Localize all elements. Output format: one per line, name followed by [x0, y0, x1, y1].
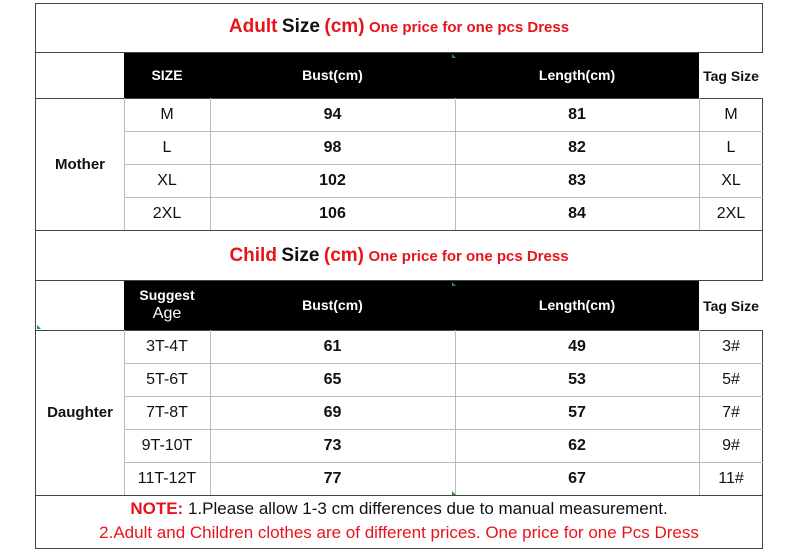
length-cell: 83	[568, 171, 586, 189]
length-cell: 81	[568, 105, 586, 123]
child-header-age	[124, 281, 210, 330]
grid-line	[124, 429, 763, 430]
size-cell: 2XL	[152, 204, 182, 222]
bust-cell: 77	[323, 469, 342, 487]
adult-header-row	[124, 53, 699, 98]
size-cell: L	[162, 138, 172, 156]
child-header-length: Length(cm)	[538, 296, 616, 313]
tag-cell: L	[726, 138, 736, 156]
age-cell: 3T-4T	[146, 337, 188, 355]
child-header-age-line1: Suggest	[139, 286, 195, 303]
divider	[35, 495, 763, 496]
adult-section-title	[35, 16, 763, 38]
grid-line	[699, 330, 700, 495]
age-cell: 5T-6T	[146, 370, 188, 388]
adult-header-length: Length(cm)	[538, 66, 616, 83]
adult-title-word: Adult	[228, 16, 278, 37]
tag-cell: 2XL	[716, 204, 746, 222]
grid-line	[210, 330, 211, 495]
table-row	[124, 131, 763, 164]
table-row	[124, 429, 763, 462]
note-line-1	[35, 499, 763, 519]
adult-header-size: SIZE	[151, 66, 183, 83]
tag-cell: 7#	[722, 403, 740, 421]
child-header-row	[124, 281, 699, 330]
child-header-age-line2: Age	[152, 305, 182, 323]
length-cell: 67	[568, 469, 586, 487]
child-title-cm: (cm)	[323, 245, 365, 266]
child-header-bust: Bust(cm)	[302, 296, 363, 313]
divider	[35, 230, 763, 231]
note-label: NOTE:	[130, 499, 184, 518]
grid-line	[124, 462, 763, 463]
grid-line	[124, 131, 763, 132]
size-cell: XL	[157, 171, 177, 189]
adult-group-label: Mother	[55, 155, 105, 173]
adult-header-tag: Tag Size	[699, 53, 763, 98]
bust-cell: 61	[323, 337, 342, 355]
corner-mark	[452, 54, 456, 58]
tag-cell: 9#	[722, 436, 740, 454]
tag-cell: M	[724, 105, 738, 123]
adult-header-bust: Bust(cm)	[302, 66, 363, 83]
table-row	[124, 330, 763, 363]
table-row	[124, 197, 763, 230]
adult-title-cm: (cm)	[324, 16, 365, 37]
bust-cell: 106	[319, 204, 346, 222]
note-text-2: 2.Adult and Children clothes are of different prices. One price for one Pcs Dress	[99, 523, 699, 542]
bust-cell: 65	[323, 370, 342, 388]
bust-cell: 73	[323, 436, 342, 454]
length-cell: 53	[568, 370, 586, 388]
table-row	[124, 164, 763, 197]
tag-cell: 3#	[722, 337, 740, 355]
corner-mark	[37, 325, 41, 329]
table-row	[124, 396, 763, 429]
table-row	[124, 462, 763, 495]
corner-mark	[452, 282, 456, 286]
note-line-2	[35, 523, 763, 543]
length-cell: 82	[568, 138, 586, 156]
age-cell: 11T-12T	[137, 469, 197, 487]
table-row	[124, 363, 763, 396]
length-cell: 62	[568, 436, 586, 454]
grid-line	[124, 363, 763, 364]
table-row	[124, 98, 763, 131]
tag-cell: XL	[721, 171, 741, 189]
age-cell: 7T-8T	[146, 403, 188, 421]
length-cell: 57	[568, 403, 586, 421]
grid-line	[124, 197, 763, 198]
child-title-word: Child	[229, 245, 277, 266]
child-header-tag: Tag Size	[699, 281, 763, 330]
age-cell: 9T-10T	[141, 436, 193, 454]
child-title-size: Size	[281, 245, 320, 266]
child-group-label: Daughter	[47, 404, 113, 421]
bust-cell: 94	[323, 105, 342, 123]
length-cell: 49	[568, 337, 586, 355]
bust-cell: 98	[323, 138, 342, 156]
bust-cell: 69	[323, 403, 342, 421]
grid-line	[455, 330, 456, 495]
child-title-sub: One price for one pcs Dress	[368, 248, 569, 265]
size-cell: M	[160, 105, 174, 123]
bust-cell: 102	[319, 171, 346, 189]
tag-cell: 5#	[722, 370, 740, 388]
adult-title-sub: One price for one pcs Dress	[368, 19, 570, 36]
grid-line	[124, 164, 763, 165]
note-text-1: 1.Please allow 1-3 cm differences due to manual measurement.	[183, 499, 668, 518]
length-cell: 84	[568, 204, 586, 222]
tag-cell: 11#	[718, 469, 744, 487]
adult-title-size: Size	[281, 16, 320, 37]
grid-line	[124, 330, 125, 495]
grid-line	[124, 396, 763, 397]
child-section-title	[35, 245, 763, 267]
corner-mark	[452, 491, 456, 495]
